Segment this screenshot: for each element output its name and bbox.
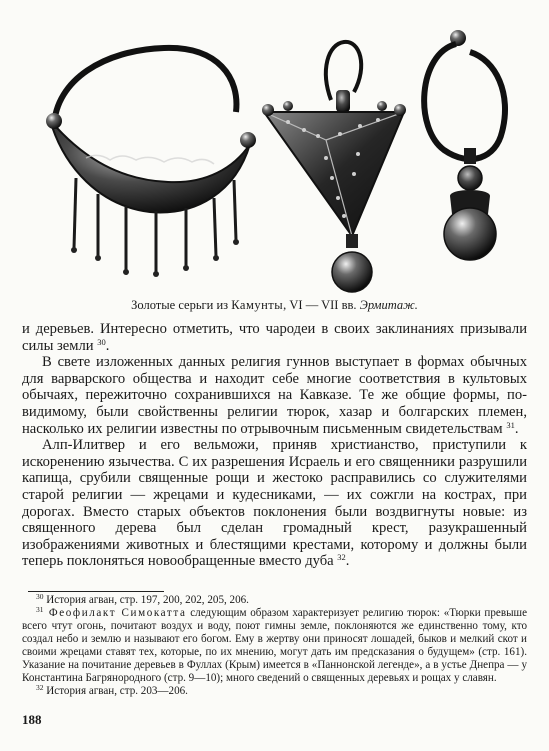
- footnote-30-text: История агван, стр. 197, 200, 202, 205, 206.: [43, 594, 249, 606]
- caption-date: , VI — VII вв.: [283, 298, 360, 312]
- caption-text: Золотые серьги из: [131, 298, 232, 312]
- earrings-illustration: [26, 8, 526, 296]
- footnote-ref-32: 32: [337, 552, 346, 563]
- hoop-drop-earring: [424, 30, 505, 260]
- footnote-ref-31: 31: [506, 419, 515, 430]
- paragraph-1: [22, 321, 527, 354]
- paragraph-3-end: .: [345, 553, 350, 570]
- paragraph-3-text: Алп-Илитвер и его вельможи, приняв христианство, приступили к искоренению язычества. С их разрешения Исраель и его священники разрушили капища, срубили священные рощи и жестоко расправились со служителями старой религии — жрецами и кудесниками, — их сожгли на кострах, при дорогах. Вместо старых объектов поклонения были воздвигнуты новые: из священного дерева был сделан громадный крест, разукрашенный изображениями животных и блестящими крестами, которому и должны были теперь поклоняться новообращенные вместо дуба: [22, 437, 527, 570]
- paragraph-1-text: и деревьев. Интересно отметить, что чародеи в своих заклинаниях призывали силы земли: [22, 321, 527, 354]
- footnote-31-author: Феофилакт Симокатта: [43, 607, 187, 619]
- footnotes: [22, 594, 527, 698]
- footnote-31-number: 31: [36, 605, 44, 614]
- footnote-31: [22, 607, 527, 685]
- paragraph-2-end: .: [514, 420, 519, 437]
- caption-museum: Эрмитаж.: [359, 298, 418, 312]
- figure-caption: [0, 298, 549, 313]
- caption-place: Камунты: [231, 298, 284, 312]
- paragraph-1-end: .: [105, 337, 110, 354]
- page-number: 188: [22, 712, 42, 727]
- footnote-ref-30: 30: [97, 336, 106, 347]
- paragraph-2-text: В свете изложенных данных религия гуннов выступает в формах обычных для варварского общества и находит себе многие соответствия в культовых обычаях, пережиточно сохранившихся на Кавказе. Те же общие формы, по-видимому, были свойственны религии тюрок, хазар и болгарских племен, насколько их религии известны по отрывочным письменным свидетельствам: [22, 354, 527, 437]
- footnote-30: [22, 594, 527, 607]
- footnote-30-number: 30: [36, 592, 44, 601]
- footnote-divider: [28, 591, 164, 592]
- paragraph-2: [22, 354, 527, 437]
- footnote-32: [22, 685, 527, 698]
- footnote-32-text: История агван, стр. 203—206.: [43, 685, 188, 697]
- pyramid-earring: [262, 42, 406, 292]
- footnote-32-number: 32: [36, 683, 44, 692]
- footnote-31-text: следующим образом характеризует религию тюрок: «Тюрки превыше всего чтут огонь, почитают воздух и воду, поют гимны земле, поклоняются же единственно тому, кто создал небо и землю и называют его богом. Ему в жертву они приносят лошадей, быков и мелкий скот и своими жрецами ставят тех, которые, по их мнению, могут дать им предсказания о будущем» (стр. 161). Указание на почитание деревьев в Фуллах (Крым) имеется в «Паннонской легенде», а в устье Днепра — у Константина Багрянородного (стр. 9—10); много сведений о священных деревьях и рощах у славян.: [22, 607, 527, 684]
- crescent-earring: [46, 48, 256, 277]
- body-text: [22, 321, 527, 570]
- paragraph-3: [22, 437, 527, 570]
